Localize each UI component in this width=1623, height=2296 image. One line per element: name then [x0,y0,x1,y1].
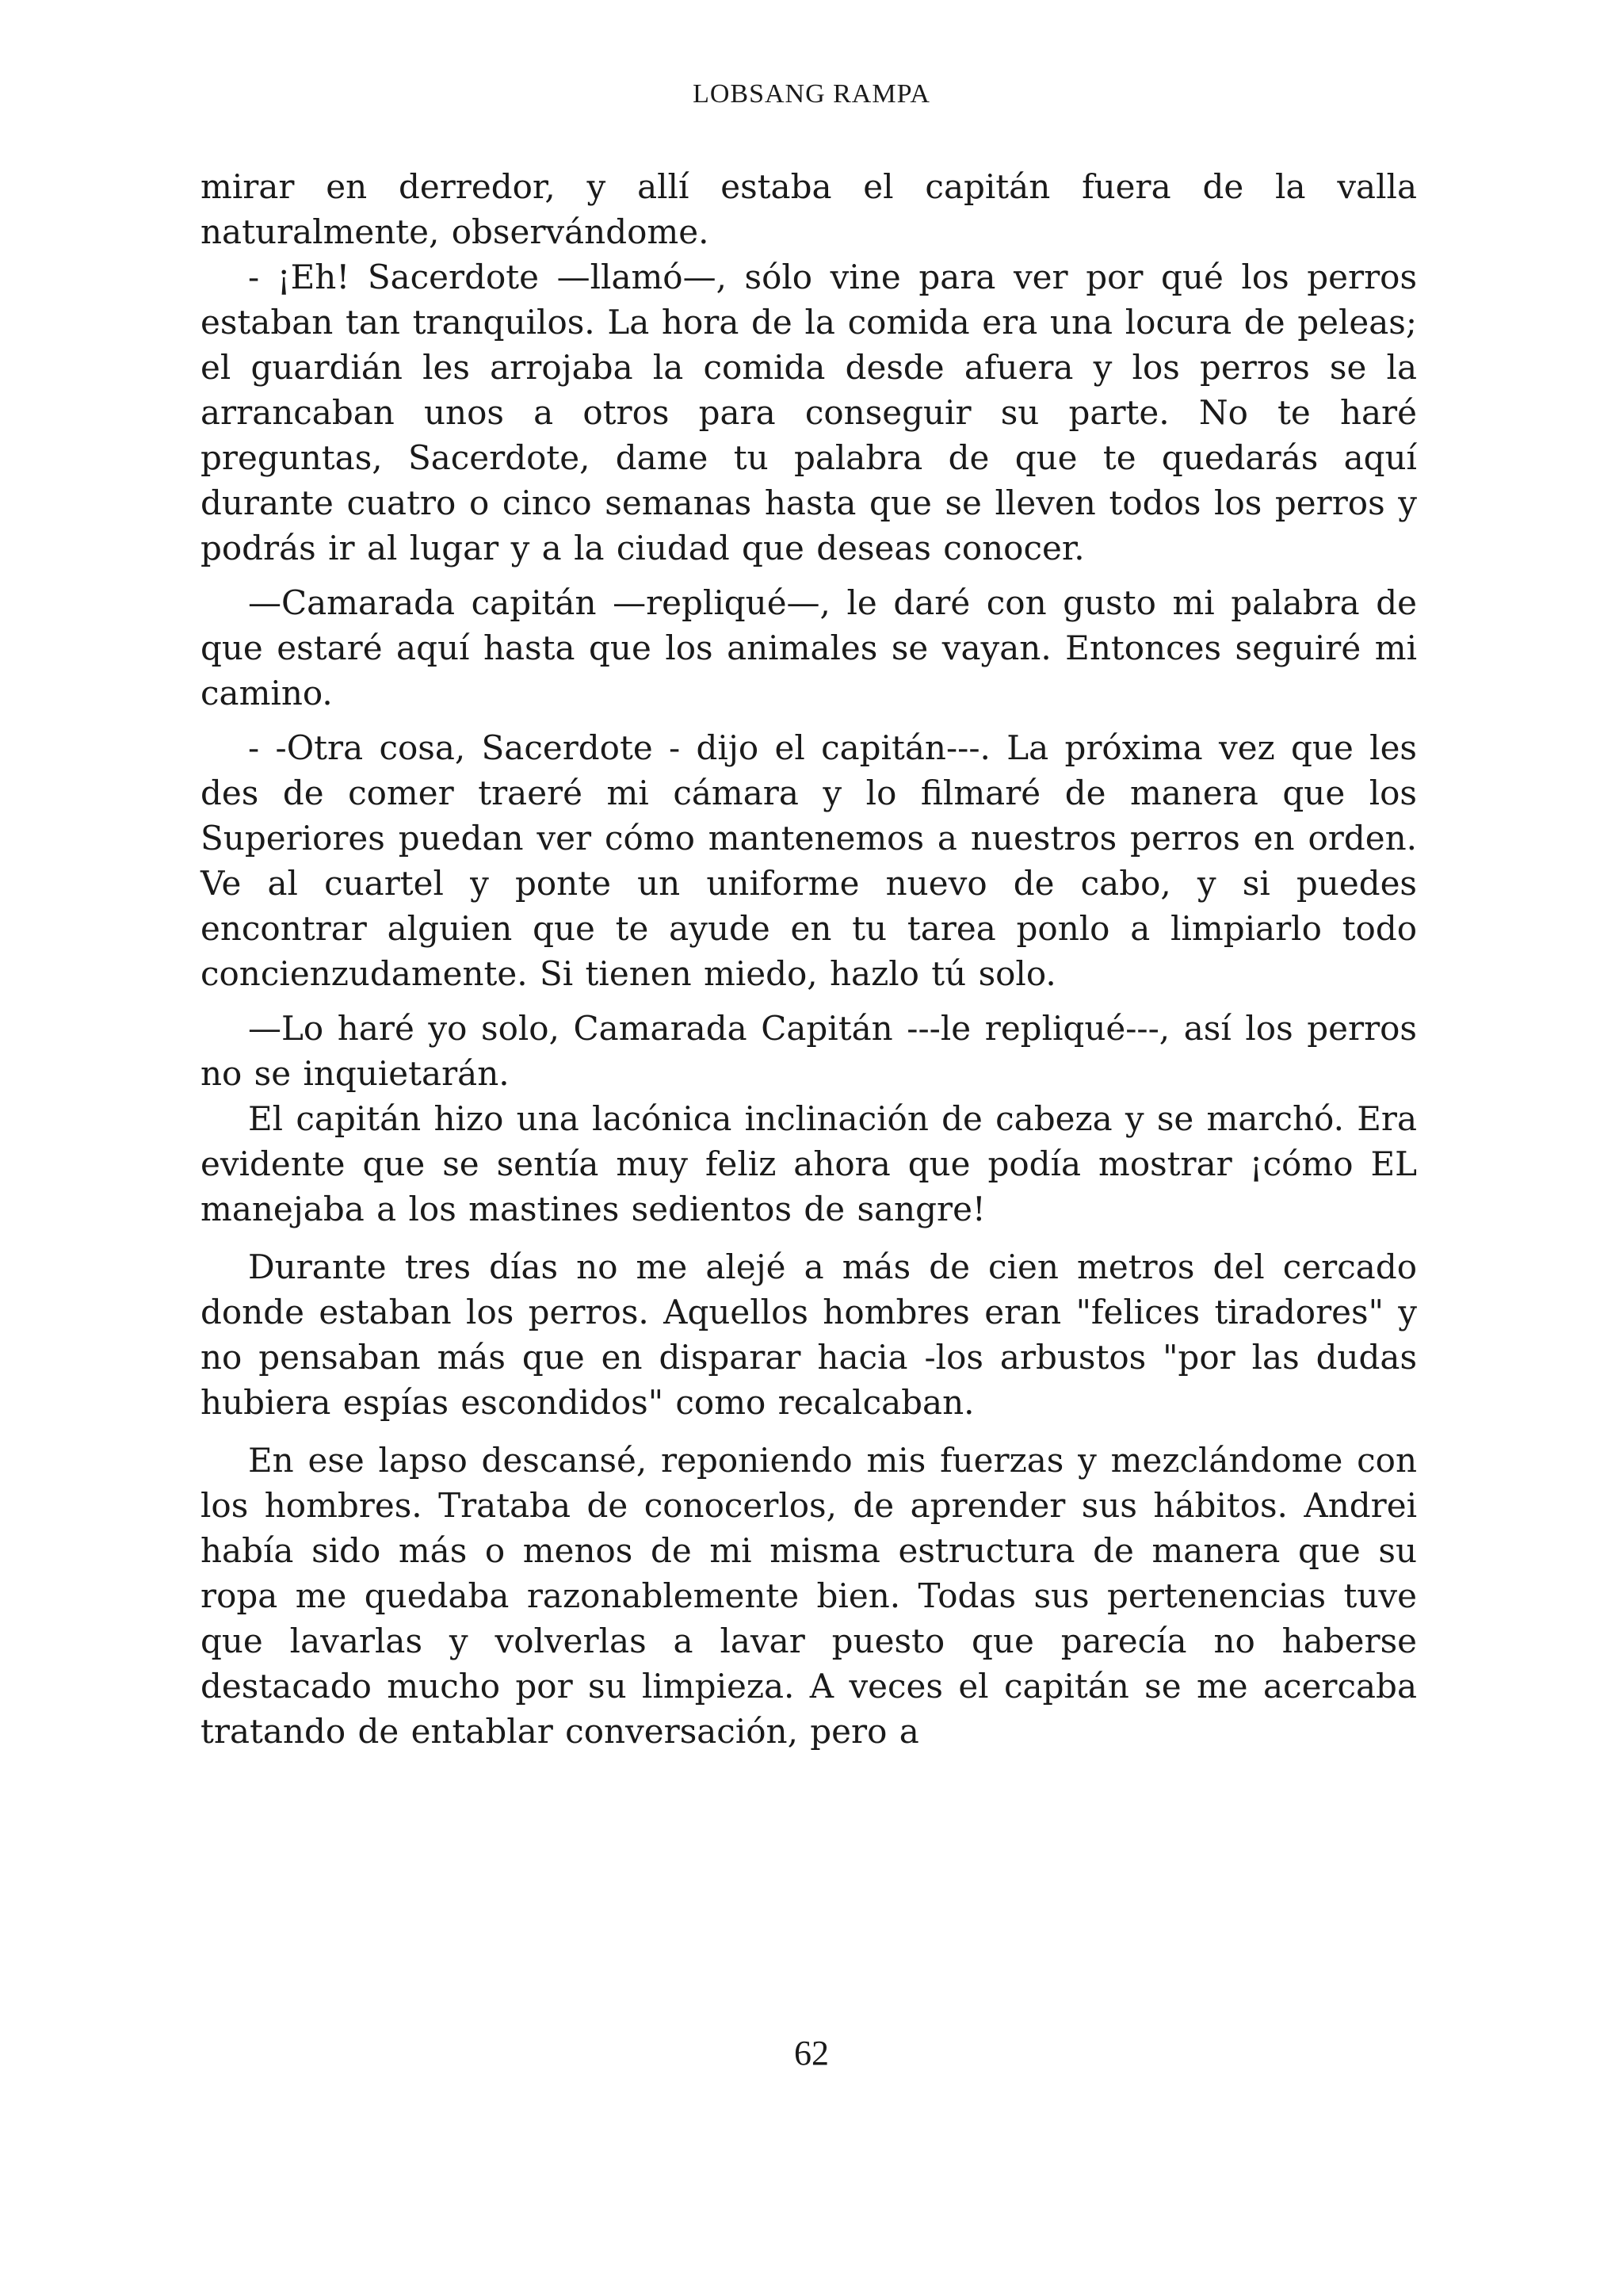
paragraph: - ¡Eh! Sacerdote —llamó—, sólo vine para ver por qué los perros estaban tan tranquilos. La hora de la comida era una locura de peleas; el guardián les arrojaba la comida desde afuera y los perros se la arrancaban unos a otros para conseguir su parte. No te haré preguntas, Sacerdote, dame tu palabra de que te quedarás aquí durante cuatro o cinco semanas hasta que se lleven todos los perros y podrás ir al lugar y a la ciudad que deseas conocer. [200,258,1417,567]
paragraph: Durante tres días no me alejé a más de cien metros del cercado donde estaban los perros. Aquellos hombres eran "felices tiradores" y no pensaban más que en disparar hacia -los arbustos "por las dudas hubiera espías escondidos" como recalcaban. [200,1247,1417,1422]
paragraph: mirar en derredor, y allí estaba el capitán fuera de la valla naturalmente, observándome. [200,167,1417,251]
paragraph: —Camarada capitán —repliqué—, le daré con gusto mi palabra de que estaré aquí hasta que los animales se vayan. Entonces seguiré mi camino. [200,583,1417,712]
paragraph: El capitán hizo una lacónica inclinación de cabeza y se marchó. Era evidente que se sentía muy feliz ahora que podía mostrar ¡cómo EL manejaba a los mastines sedientos de sangre! [200,1099,1417,1228]
paragraph: - -Otra cosa, Sacerdote - dijo el capitán---. La próxima vez que les des de comer traeré mi cámara y lo filmaré de manera que los Superiores puedan ver cómo mantenemos a nuestros perros en orden. Ve al cuartel y ponte un uniforme nuevo de cabo, y si puedes encontrar alguien que te ayude en tu tarea ponlo a limpiarlo todo concienzudamente. Si tienen miedo, hazlo tú solo. [200,728,1417,993]
running-header: LOBSANG RAMPA [693,79,930,109]
paragraph: En ese lapso descansé, reponiendo mis fuerzas y mezclándome con los hombres. Trataba de conocerlos, de aprender sus hábitos. Andrei había sido más o menos de mi misma estructura de manera que su ropa me quedaba razonablemente bien. Todas sus pertenencias tuve que lavarlas y volverlas a lavar puesto que parecía no haberse destacado mucho por su limpieza. A veces el capitán se me acercaba tratando de entablar conversación, pero a [200,1441,1417,1751]
body-text [200,164,1417,1754]
page-number: 62 [794,2034,829,2073]
paragraph: —Lo haré yo solo, Camarada Capitán ---le repliqué---, así los perros no se inquietarán. [200,1009,1417,1093]
